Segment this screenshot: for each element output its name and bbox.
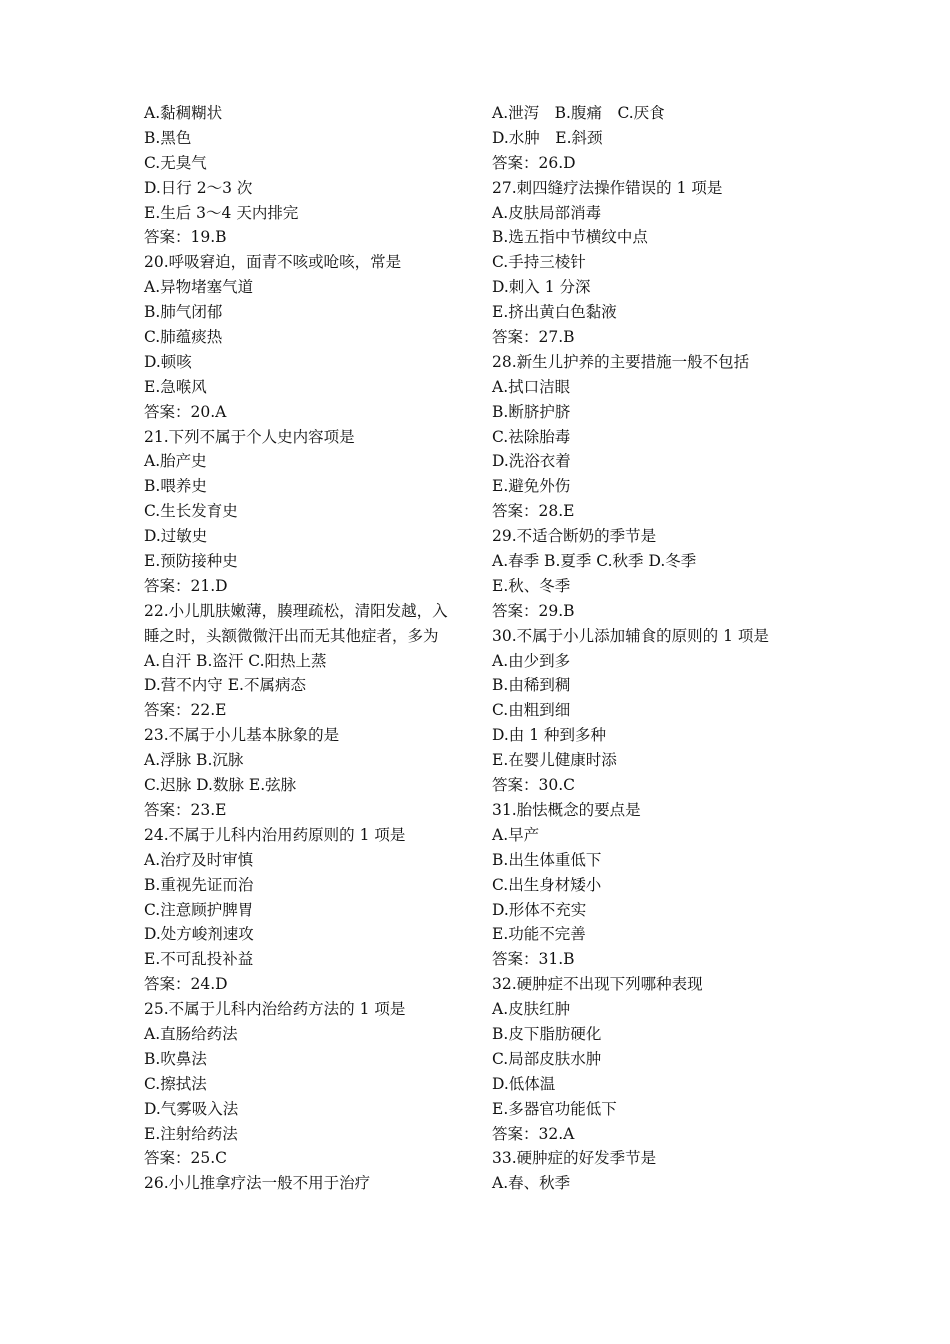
text-line: A.皮肤红肿 xyxy=(492,1000,571,1019)
text-line: 答案：30.C xyxy=(492,776,576,795)
text-line: 24.不属于儿科内治用药原则的 1 项是 xyxy=(144,825,406,844)
left-column xyxy=(144,101,474,1196)
text-line: B.吹鼻法 xyxy=(144,1049,207,1068)
text-line: B.重视先证而治 xyxy=(144,875,254,894)
text-line: 答案：32.A xyxy=(492,1124,575,1143)
text-line: D.过敏史 xyxy=(144,527,208,546)
text-line: B.皮下脂肪硬化 xyxy=(492,1024,602,1043)
text-line: A.异物堵塞气道 xyxy=(144,278,254,297)
text-line: B.喂养史 xyxy=(144,477,207,496)
text-line: 21.下列不属于个人史内容项是 xyxy=(144,427,355,446)
text-line: 29.不适合断奶的季节是 xyxy=(492,527,657,546)
text-line: D.由 1 种到多种 xyxy=(492,726,607,745)
text-line: B.出生体重低下 xyxy=(492,850,602,869)
text-line: A.治疗及时审慎 xyxy=(144,850,254,869)
text-line: 20.呼吸窘迫，面青不咳或呛咳，常是 xyxy=(144,253,402,272)
text-line: A.黏稠糊状 xyxy=(144,104,223,122)
text-line: C.肺蕴痰热 xyxy=(144,328,223,347)
text-line: 答案：22.E xyxy=(144,701,227,720)
text-line: 30.不属于小儿添加辅食的原则的 1 项是 xyxy=(492,626,769,645)
text-line: E.多器官功能低下 xyxy=(492,1099,617,1118)
text-line: B.黑色 xyxy=(144,128,192,147)
text-line: 23.不属于小儿基本脉象的是 xyxy=(144,726,340,745)
text-line: 答案：21.D xyxy=(144,576,228,595)
text-line: E.功能不完善 xyxy=(492,925,586,944)
text-line: 答案：28.E xyxy=(492,502,575,521)
text-line: C.擦拭法 xyxy=(144,1074,207,1093)
text-line: B.肺气闭郁 xyxy=(144,303,223,322)
text-line: E.避免外伤 xyxy=(492,477,571,496)
text-line: A.由少到多 xyxy=(492,651,571,670)
text-line: E.秋、冬季 xyxy=(492,576,571,595)
text-line: E.生后 3～4 天内排完 xyxy=(144,203,299,222)
text-line: 31.胎怯概念的要点是 xyxy=(492,800,641,819)
text-line: A.直肠给药法 xyxy=(144,1024,238,1043)
text-line: 28.新生儿护养的主要措施一般不包括 xyxy=(492,352,750,371)
text-line: 答案：23.E xyxy=(144,800,227,819)
text-line: 睡之时，头额微微汗出而无其他症者，多为 xyxy=(144,626,439,645)
text-line: 32.硬肿症不出现下列哪种表现 xyxy=(492,975,703,994)
text-line: 26.小儿推拿疗法一般不用于治疗 xyxy=(144,1174,371,1193)
right-column xyxy=(492,101,822,1196)
text-line: C.由粗到细 xyxy=(492,701,571,720)
text-line: B.选五指中节横纹中点 xyxy=(492,228,648,247)
text-line: A.胎产史 xyxy=(144,452,207,471)
text-line: D.洗浴衣着 xyxy=(492,452,571,471)
text-line: B.由稀到稠 xyxy=(492,676,571,695)
text-line: E.挤出黄白色黏液 xyxy=(492,303,617,322)
text-line: 25.不属于儿科内治给药方法的 1 项是 xyxy=(144,1000,406,1019)
text-line: D.低体温 xyxy=(492,1074,556,1093)
text-line: D.形体不充实 xyxy=(492,900,587,919)
text-line: D.水肿 E.斜颈 xyxy=(492,128,603,147)
text-line: C.注意顾护脾胃 xyxy=(144,900,254,919)
text-line: 答案：20.A xyxy=(144,402,227,421)
text-line: 答案：27.B xyxy=(492,328,575,347)
text-line: C.迟脉 D.数脉 E.弦脉 xyxy=(144,776,297,795)
text-line: C.祛除胎毒 xyxy=(492,427,571,446)
text-line: 答案：19.B xyxy=(144,228,227,247)
text-line: C.局部皮肤水肿 xyxy=(492,1049,602,1068)
text-line: C.生长发育史 xyxy=(144,502,238,521)
text-line: E.急喉风 xyxy=(144,377,207,396)
text-line: C.手持三棱针 xyxy=(492,253,586,272)
text-line: D.顿咳 xyxy=(144,352,192,371)
text-line: A.泄泻 B.腹痛 C.厌食 xyxy=(492,104,665,122)
text-line: E.预防接种史 xyxy=(144,552,238,571)
text-line: A.拭口洁眼 xyxy=(492,377,571,396)
text-line: 答案：29.B xyxy=(492,601,575,620)
text-line: A.自汗 B.盗汗 C.阳热上蒸 xyxy=(144,651,327,670)
text-line: A.早产 xyxy=(492,825,540,844)
text-line: C.出生身材矮小 xyxy=(492,875,602,894)
text-line: C.无臭气 xyxy=(144,153,207,172)
text-line: D.气雾吸入法 xyxy=(144,1099,239,1118)
text-line: 答案：25.C xyxy=(144,1149,228,1168)
text-line: D.日行 2～3 次 xyxy=(144,178,253,197)
text-line: E.不可乱投补益 xyxy=(144,950,254,969)
text-line: 22.小儿肌肤嫩薄，腠理疏松，清阳发越，入 xyxy=(144,601,448,620)
text-line: E.在婴儿健康时添 xyxy=(492,751,617,770)
text-line: 答案：24.D xyxy=(144,975,228,994)
text-line: 答案：26.D xyxy=(492,153,576,172)
text-line: D.处方峻剂速攻 xyxy=(144,925,254,944)
text-line: E.注射给药法 xyxy=(144,1124,238,1143)
text-line: A.春、秋季 xyxy=(492,1174,571,1193)
text-line: 27.刺四缝疗法操作错误的 1 项是 xyxy=(492,178,723,197)
text-line: 33.硬肿症的好发季节是 xyxy=(492,1149,657,1168)
text-line: D.刺入 1 分深 xyxy=(492,278,591,297)
text-line: 答案：31.B xyxy=(492,950,575,969)
text-line: B.断脐护脐 xyxy=(492,402,571,421)
text-line: A.春季 B.夏季 C.秋季 D.冬季 xyxy=(492,552,697,571)
text-line: D.营不内守 E.不属病态 xyxy=(144,676,306,695)
text-line: A.皮肤局部消毒 xyxy=(492,203,602,222)
text-line: A.浮脉 B.沉脉 xyxy=(144,751,244,770)
